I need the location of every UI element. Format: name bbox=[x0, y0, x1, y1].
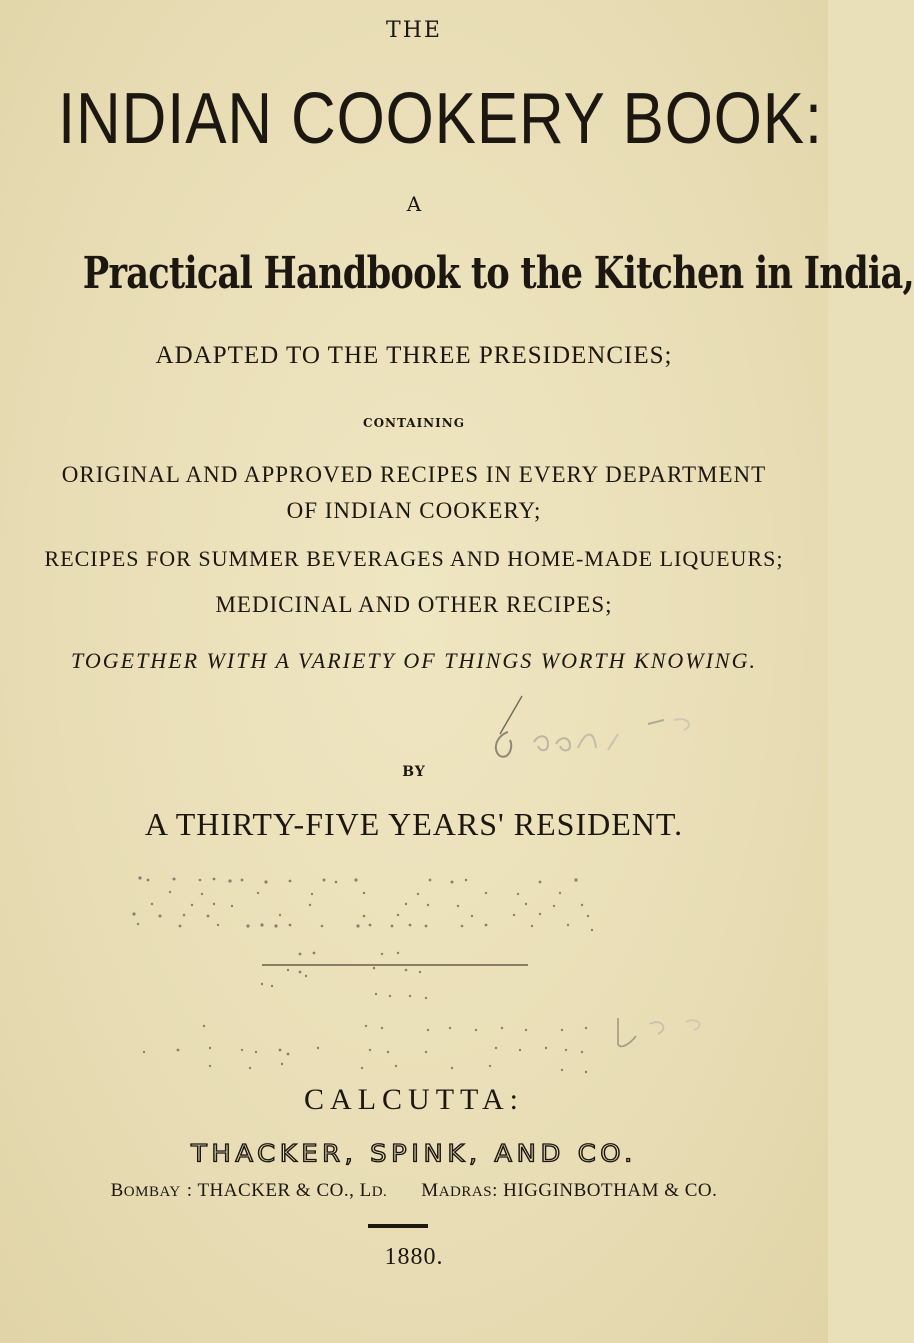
bleed-through-marks bbox=[130, 868, 730, 1088]
imprint-madras-publisher: : HIGGINBOTHAM & CO. bbox=[492, 1180, 718, 1201]
contents-line-original-1: ORIGINAL AND APPROVED RECIPES IN EVERY DEPARTMENT bbox=[61, 462, 767, 487]
decorative-rule bbox=[368, 1224, 428, 1228]
contents-line-beverages: RECIPES FOR SUMMER BEVERAGES AND HOME-MADE LIQUEURS; bbox=[44, 546, 784, 571]
by-label: BY bbox=[402, 764, 426, 780]
book-subtitle: Practical Handbook to the Kitchen in India, bbox=[82, 248, 914, 299]
author-line: A THIRTY-FIVE YEARS' RESIDENT. bbox=[144, 806, 684, 842]
city-line: CALCUTTA: bbox=[304, 1083, 524, 1116]
contents-line-medicinal: MEDICINAL AND OTHER RECIPES; bbox=[215, 592, 613, 617]
adapted-line: ADAPTED TO THE THREE PRESIDENCIES; bbox=[155, 342, 673, 369]
imprint-madras-rest: ADRAS bbox=[438, 1184, 493, 1200]
imprint-ld: D. bbox=[371, 1184, 388, 1200]
book-title: INDIAN COOKERY BOOK: bbox=[57, 79, 823, 159]
imprint-bombay-rest: OMBAY bbox=[123, 1184, 181, 1200]
imprint-line bbox=[0, 1180, 828, 1202]
imprint-bombay-initial: B bbox=[110, 1180, 124, 1201]
imprint-bombay-publisher: : THACKER & CO., L bbox=[186, 1180, 372, 1201]
subtitle-article: A bbox=[406, 192, 422, 216]
contents-line-together: TOGETHER WITH A VARIETY OF THINGS WORTH KNOWING. bbox=[71, 648, 757, 673]
containing-label: CONTAINING bbox=[363, 416, 465, 430]
publisher-line: THACKER, SPINK, AND CO. bbox=[191, 1139, 637, 1168]
publication-year: 1880. bbox=[384, 1244, 444, 1270]
contents-line-original-2: OF INDIAN COOKERY; bbox=[286, 498, 542, 523]
pencil-annotation-mark bbox=[478, 690, 718, 770]
title-article: THE bbox=[386, 18, 442, 43]
imprint-madras-initial: M bbox=[421, 1180, 439, 1201]
